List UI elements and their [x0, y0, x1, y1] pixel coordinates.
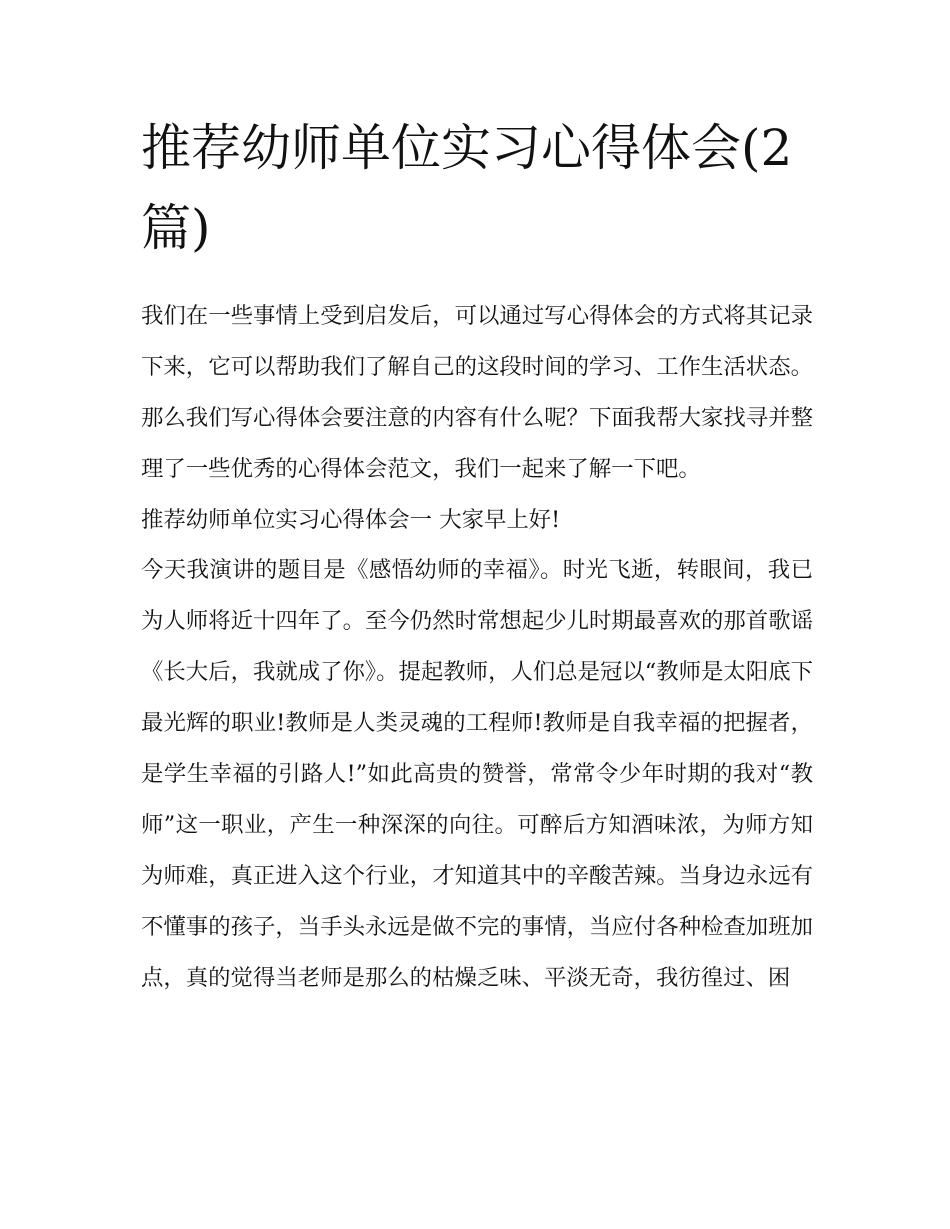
document-title: 推荐幼师单位实习心得体会(2篇)	[141, 119, 793, 257]
document-content	[141, 108, 813, 1004]
section-heading: 推荐幼师单位实习心得体会一 大家早上好!	[141, 507, 561, 533]
intro-paragraph: 我们在一些事情上受到启发后，可以通过写心得体会的方式将其记录下来，它可以帮助我们了解自己的这段时间的学习、工作生活状态。那么我们写心得体会要注意的内容有什么呢？下面我帮大家找寻并整理了一些优秀的心得体会范文，我们一起来了解一下吧。	[141, 303, 813, 482]
body-paragraph: 今天我演讲的题目是《感悟幼师的幸福》。时光飞逝，转眼间，我已为人师将近十四年了。至今仍然时常想起少儿时期最喜欢的那首歌谣《长大后，我就成了你》。提起教师，人们总是冠以“教师是太阳底下最光辉的职业!教师是人类灵魂的工程师!教师是自我幸福的把握者，是学生幸福的引路人!”如此高贵的赞誉，常常令少年时期的我对“教师”这一职业，产生一种深深的向往。可醉后方知酒味浓，为师方知为师难，真正进入这个行业，才知道其中的辛酸苦辣。当身边永远有不懂事的孩子，当手头永远是做不完的事情，当应付各种检查加班加点，真的觉得当老师是那么的枯燥乏味、平淡无奇，我彷徨过、困	[141, 557, 813, 991]
